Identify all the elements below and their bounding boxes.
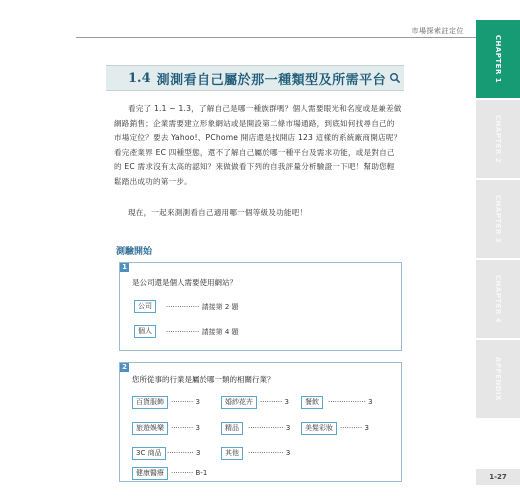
tab-label: CHAPTER 2 xyxy=(494,114,502,164)
tab-chapter-2[interactable] xyxy=(476,100,520,179)
option-other[interactable]: 其他 xyxy=(221,447,243,460)
question-number: 2 xyxy=(120,363,129,372)
option-target: ··············· 請接第 2 題 xyxy=(166,303,239,311)
option-food-beverage[interactable]: 餐飲 xyxy=(301,396,323,409)
tab-label: CHAPTER 1 xyxy=(494,34,502,84)
option-target: ············ 3 xyxy=(167,449,201,457)
option-company[interactable]: 公司 xyxy=(134,300,156,313)
option-target: ·········· 3 xyxy=(340,424,369,432)
tab-chapter-1[interactable] xyxy=(476,20,520,99)
chapter-tabs xyxy=(476,20,520,486)
question-text: 您所從事的行業是屬於哪一類的相關行業？ xyxy=(132,375,275,384)
option-health-medical[interactable]: 健康醫療 xyxy=(132,467,168,480)
option-target: ················ 3 xyxy=(248,424,291,432)
option-luxury-goods[interactable]: 精品 xyxy=(221,422,243,435)
book-page xyxy=(76,20,520,486)
tab-chapter-3[interactable] xyxy=(476,180,520,259)
option-target: ·········· 3 xyxy=(260,398,289,406)
intro-paragraph: 看完了 1.1 ~ 1.3，了解自己是哪一種族群嗎？個人需要眼光和名度或是兼差做網路銷售；企業需要建立形象網站或是開設第二條市場通路，到底如何找尋自己的市場定位？要去 Yahoo!、PChome 開店還是找開店 123 這樣的系統廠商開店呢？看完產業界 EC 四種型態，還不了解自己屬於哪一種平台及需求功能，或是對自己的 EC 需求沒有太高的認知？來做做看下列的自我評量分析驗證一下吧！幫助您輕鬆踏出成功的第一步。 xyxy=(114,104,402,186)
option-wedding-flowers[interactable]: 婚紗花卉 xyxy=(221,396,257,409)
question-box-1 xyxy=(119,262,402,351)
page-number: 1-27 xyxy=(476,469,520,485)
option-department-store-apparel[interactable]: 百貨服飾 xyxy=(132,396,168,409)
option-target: ················ 3 xyxy=(248,449,291,457)
option-3c-products[interactable]: 3C 商品 xyxy=(132,447,166,460)
tab-appendix[interactable] xyxy=(476,340,520,419)
tab-label: APPENDIX xyxy=(494,356,502,402)
tab-label: CHAPTER 4 xyxy=(494,274,502,324)
option-target: ················· 3 xyxy=(328,398,373,406)
question-box-2 xyxy=(119,362,402,482)
tab-chapter-4[interactable] xyxy=(476,260,520,339)
option-target: ·········· 3 xyxy=(171,424,200,432)
magnifier-icon xyxy=(389,72,401,84)
option-individual[interactable]: 個人 xyxy=(134,325,156,338)
section-number: 1.4 xyxy=(128,70,151,86)
option-target: ·········· B-1 xyxy=(171,469,208,477)
header-rule xyxy=(76,37,476,38)
section-title: 測測看自己屬於那一種類型及所需平台 xyxy=(156,72,387,88)
prompt-paragraph: 現在，一起來測測看自己適用哪一個等級及功能吧！ xyxy=(128,208,308,217)
option-hair-makeup[interactable]: 美髮彩妝 xyxy=(301,422,337,435)
running-head: 市場探索註定位 xyxy=(411,27,464,35)
tab-label: CHAPTER 3 xyxy=(494,194,502,244)
section-title-bar xyxy=(106,65,404,91)
question-number: 1 xyxy=(120,263,129,272)
question-text: 是公司還是個人需要使用網站？ xyxy=(132,278,237,287)
option-target: ·········· 3 xyxy=(171,398,200,406)
option-travel-entertainment[interactable]: 旅遊娛樂 xyxy=(132,422,168,435)
option-target: ··············· 請接第 4 題 xyxy=(166,328,239,336)
test-heading: 測驗開始 xyxy=(116,247,153,257)
